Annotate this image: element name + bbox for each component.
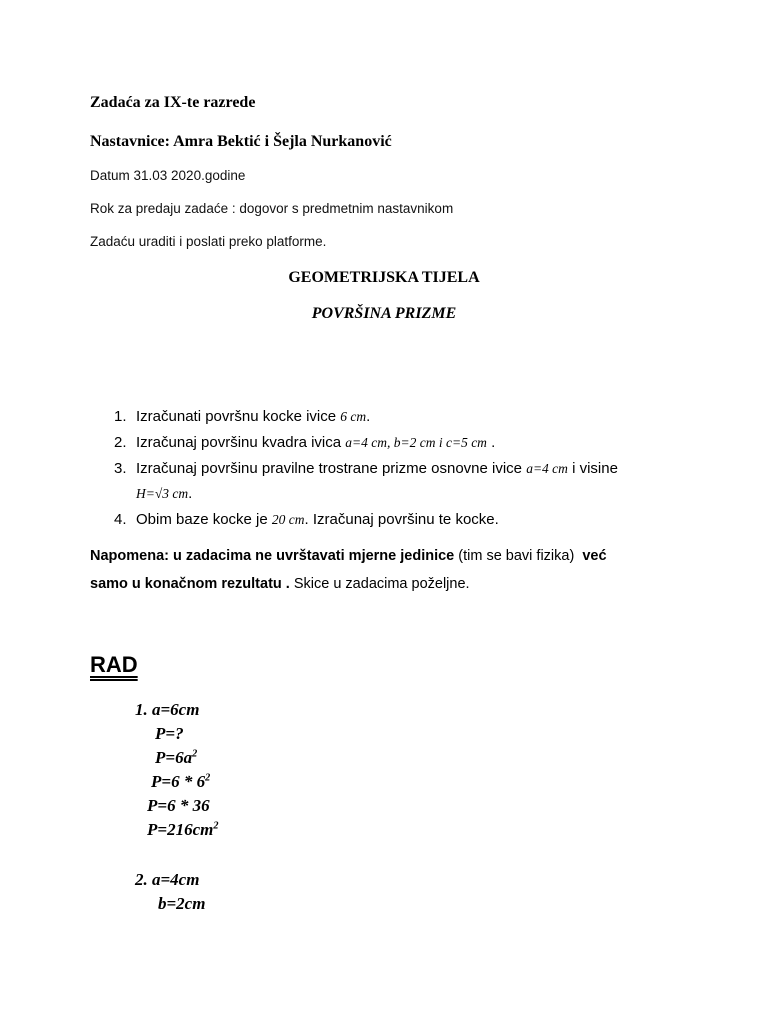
- section-title: GEOMETRIJSKA TIJELA: [288, 269, 480, 286]
- work-1-line: P=6 * 36: [147, 796, 210, 815]
- exponent: 2: [213, 820, 219, 832]
- instruction-line: Zadaću uraditi i poslati preko platforme.: [90, 234, 327, 249]
- task-tail: i visine: [572, 460, 618, 477]
- task-4: [114, 511, 499, 528]
- task-number: 1.: [114, 408, 127, 425]
- task-tail: .: [491, 434, 496, 451]
- work-expr: P=6a: [155, 748, 193, 767]
- work-2-line: b=2cm: [158, 894, 206, 913]
- work-1-line: [147, 820, 218, 840]
- work-expr: P=6 * 6: [151, 772, 206, 791]
- task-number: 2.: [114, 434, 127, 451]
- rad-heading: RAD: [90, 652, 138, 677]
- task-number: 4.: [114, 511, 127, 528]
- task-text: Izračunaj površinu kvadra ivica: [136, 434, 342, 451]
- note-text: Skice u zadacima poželjne.: [289, 576, 470, 592]
- note-line-1: [90, 548, 607, 564]
- deadline-line: Rok za predaju zadaće : dogovor s predmetnim nastavnikom: [90, 201, 454, 216]
- section-subtitle: POVRŠINA PRIZME: [311, 305, 457, 322]
- task-3-continuation: [136, 485, 192, 502]
- task-tail: . Izračunaj površinu te kocke.: [304, 511, 499, 528]
- task-text: Izračunaj površinu pravilne trostrane prizme osnovne ivice: [136, 460, 523, 477]
- assignment-heading: Zadaća za IX-te razrede: [90, 94, 256, 111]
- task-math: a=4 cm, b=2 cm i c=5 cm: [345, 435, 487, 450]
- note-bold: već: [582, 548, 607, 564]
- task-math: 20 cm: [271, 512, 305, 527]
- task-3: [114, 460, 618, 477]
- work-expr: P=216cm: [147, 820, 214, 839]
- task-text: Obim baze kocke je: [136, 511, 268, 528]
- date-line: Datum 31.03 2020.godine: [90, 168, 246, 183]
- task-math: H=√3 cm: [136, 486, 189, 501]
- note-bold: Napomena: u zadacima ne uvrštavati mjerne jedinice: [90, 548, 455, 564]
- task-text: Izračunati površnu kocke ivice: [136, 408, 337, 425]
- note-line-2: [90, 576, 470, 592]
- work-1-line: [151, 772, 210, 792]
- task-2: [114, 434, 495, 451]
- task-number: 3.: [114, 460, 127, 477]
- work-1-label: 1. a=6cm: [135, 700, 200, 719]
- task-tail: .: [188, 485, 193, 502]
- task-math: a=4 cm: [526, 461, 568, 476]
- note-text: (tim se bavi fizika): [454, 548, 583, 564]
- work-1-line: [155, 748, 197, 768]
- work-1-line: P=?: [155, 724, 184, 743]
- task-tail: .: [366, 408, 371, 425]
- note-bold: samo u konačnom rezultatu .: [90, 576, 290, 592]
- teachers-line: Nastavnice: Amra Bektić i Šejla Nurkanović: [90, 133, 392, 150]
- task-math: 6 cm: [340, 409, 367, 424]
- exponent: 2: [205, 772, 211, 784]
- work-2-label: 2. a=4cm: [135, 870, 200, 889]
- exponent: 2: [192, 748, 198, 760]
- task-1: [114, 408, 370, 425]
